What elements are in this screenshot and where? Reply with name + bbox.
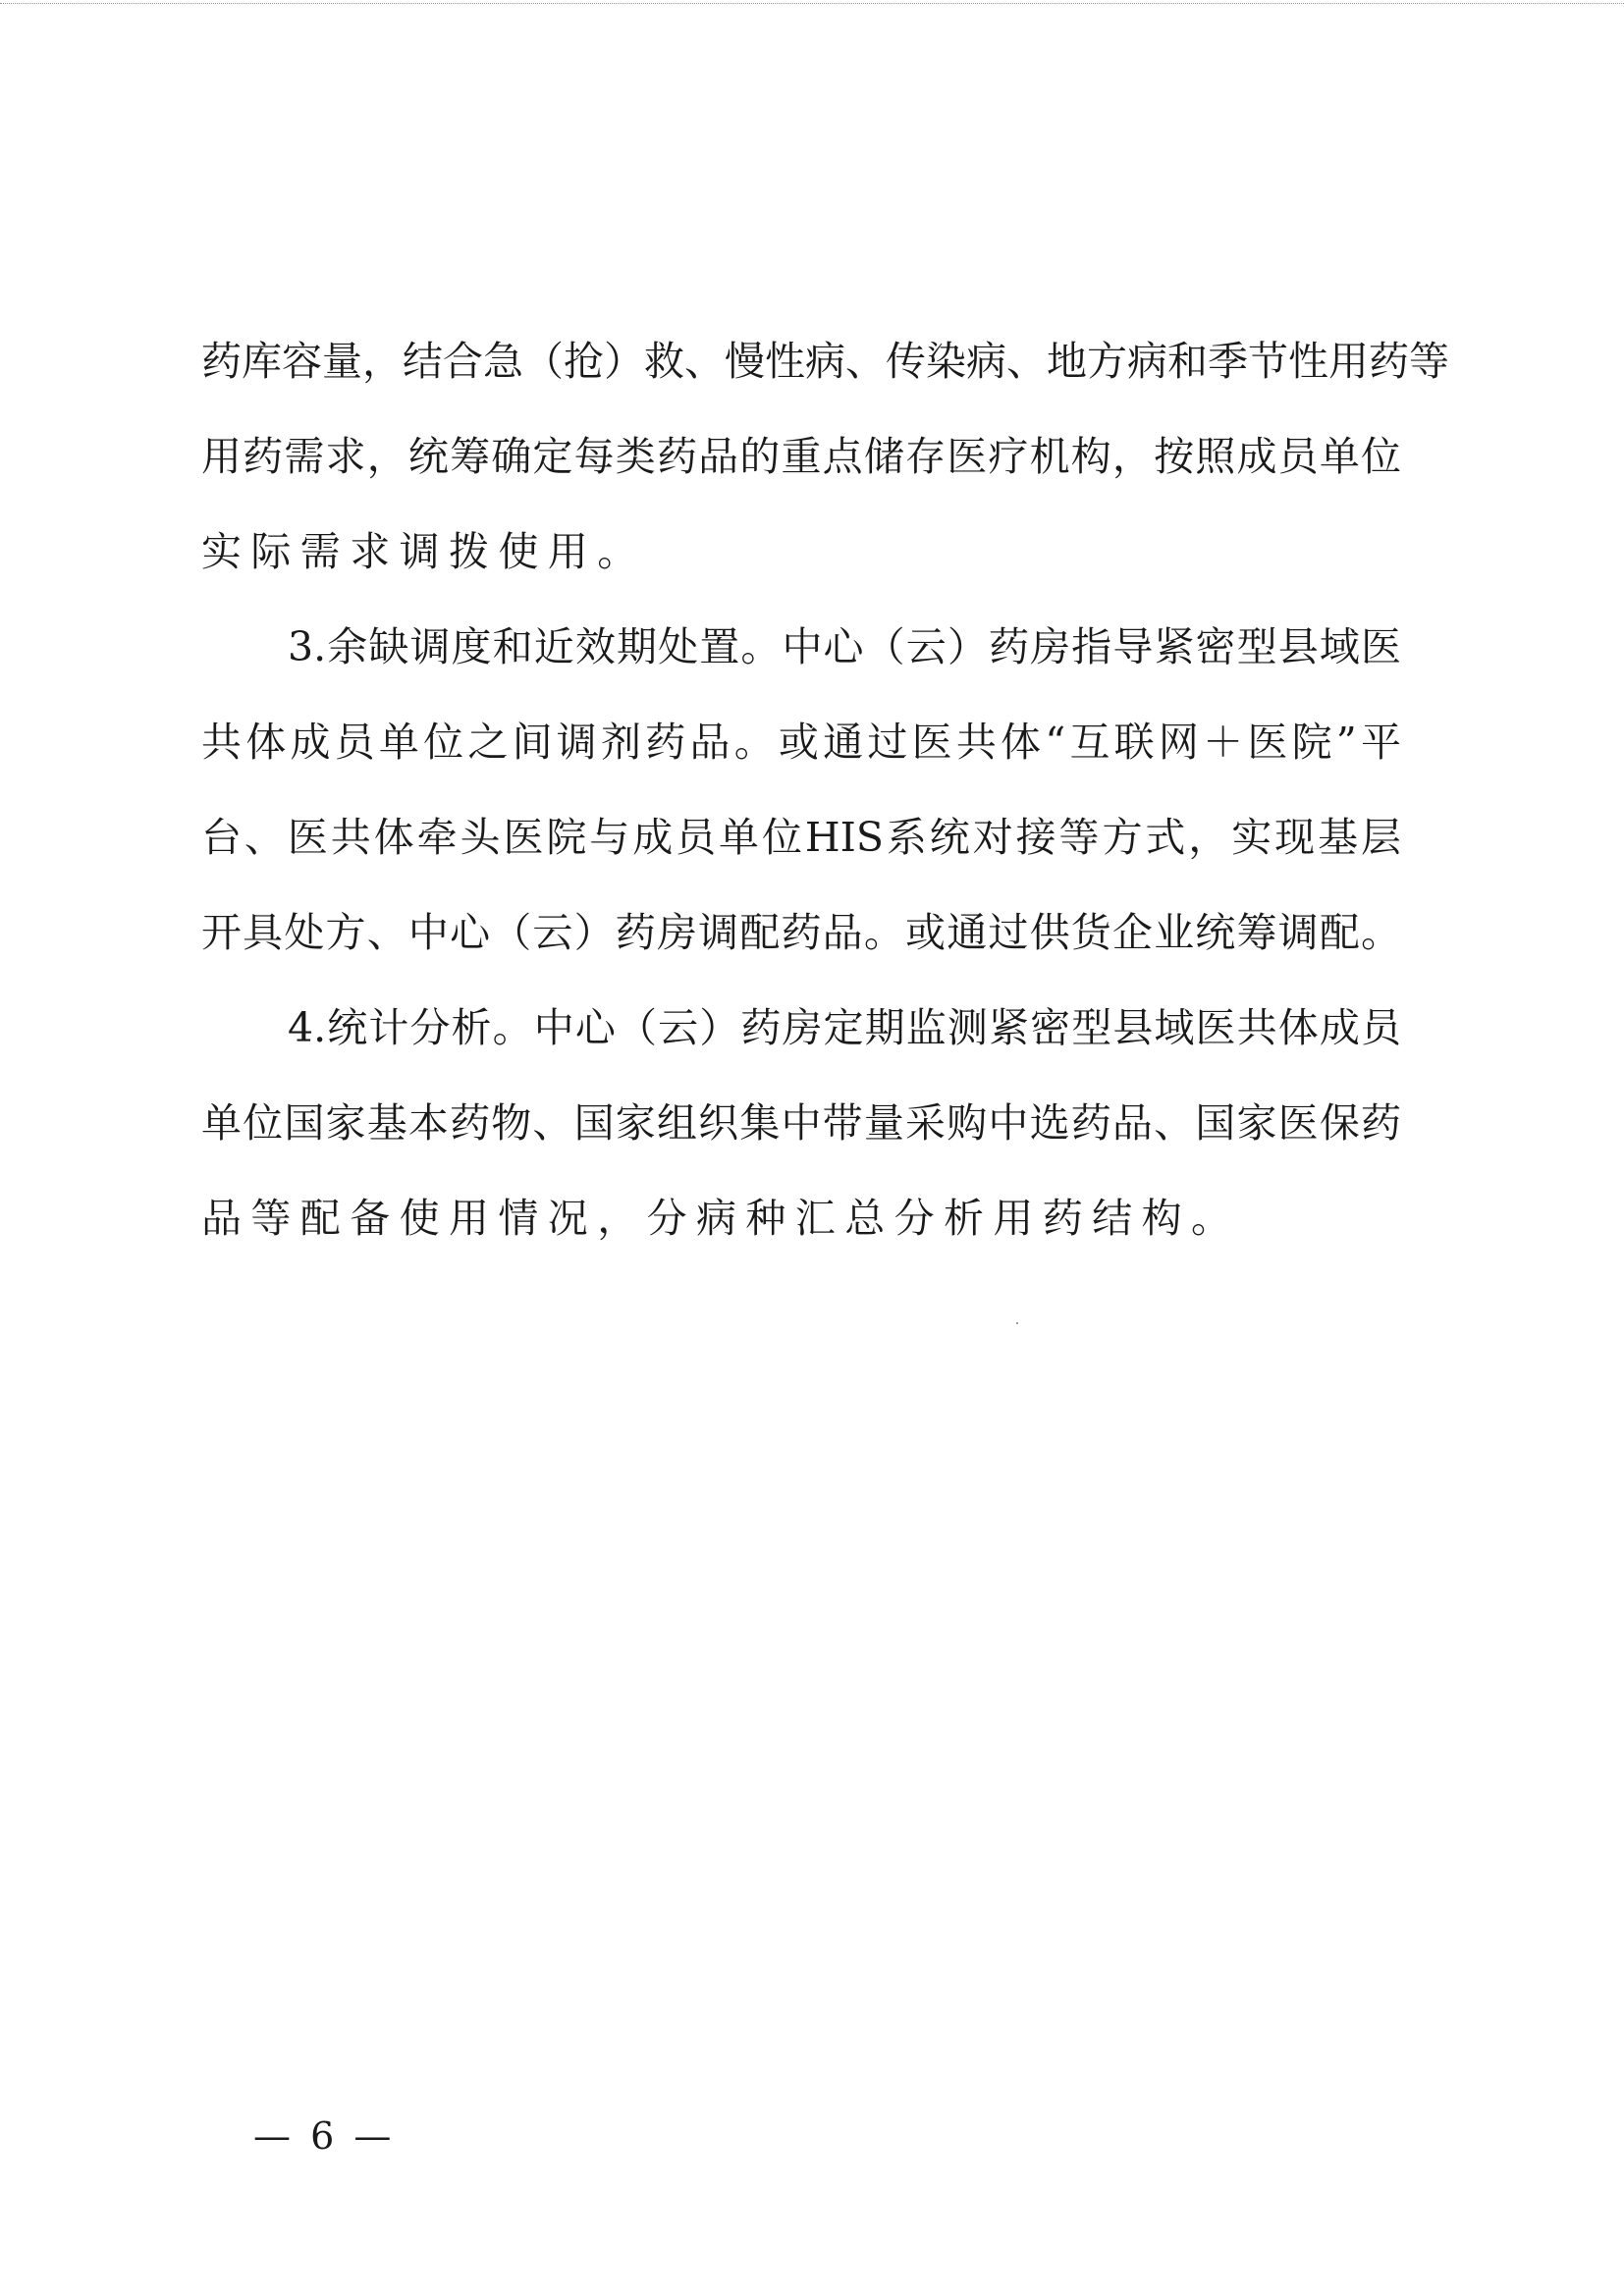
- paragraph-2-line-2: 共体成员单位之间调剂药品。或通过医共体“互联网＋医院”平: [201, 719, 1401, 766]
- paragraph-3-line-3: 品等配备使用情况，分病种汇总分析用药结构。: [201, 1195, 1241, 1242]
- paragraph-1-line-3: 实际需求调拨使用。: [201, 528, 647, 575]
- paragraph-1-line-2: 用药需求，统筹确定每类药品的重点储存医疗机构，按照成员单位: [201, 433, 1401, 480]
- paragraph-3-line-2: 单位国家基本药物、国家组织集中带量采购中选药品、国家医保药: [201, 1099, 1401, 1147]
- paragraph-2-line-4: 开具处方、中心（云）药房调配药品。或通过供货企业统筹调配。: [201, 909, 1401, 956]
- scan-top-edge-rule: [0, 3, 1624, 4]
- paragraph-2-line-1: 3.余缺调度和近效期处置。中心（云）药房指导紧密型县域医: [288, 623, 1401, 670]
- paragraph-2-line-3: 台、医共体牵头医院与成员单位HIS系统对接等方式，实现基层: [201, 814, 1401, 861]
- paragraph-3-line-1: 4.统计分析。中心（云）药房定期监测紧密型县域医共体成员: [288, 1004, 1401, 1051]
- scan-speck: [1016, 1322, 1018, 1324]
- page-number: — 6 —: [253, 2114, 396, 2158]
- paragraph-1-line-1: 药库容量，结合急（抢）救、慢性病、传染病、地方病和季节性用药等: [201, 338, 1449, 385]
